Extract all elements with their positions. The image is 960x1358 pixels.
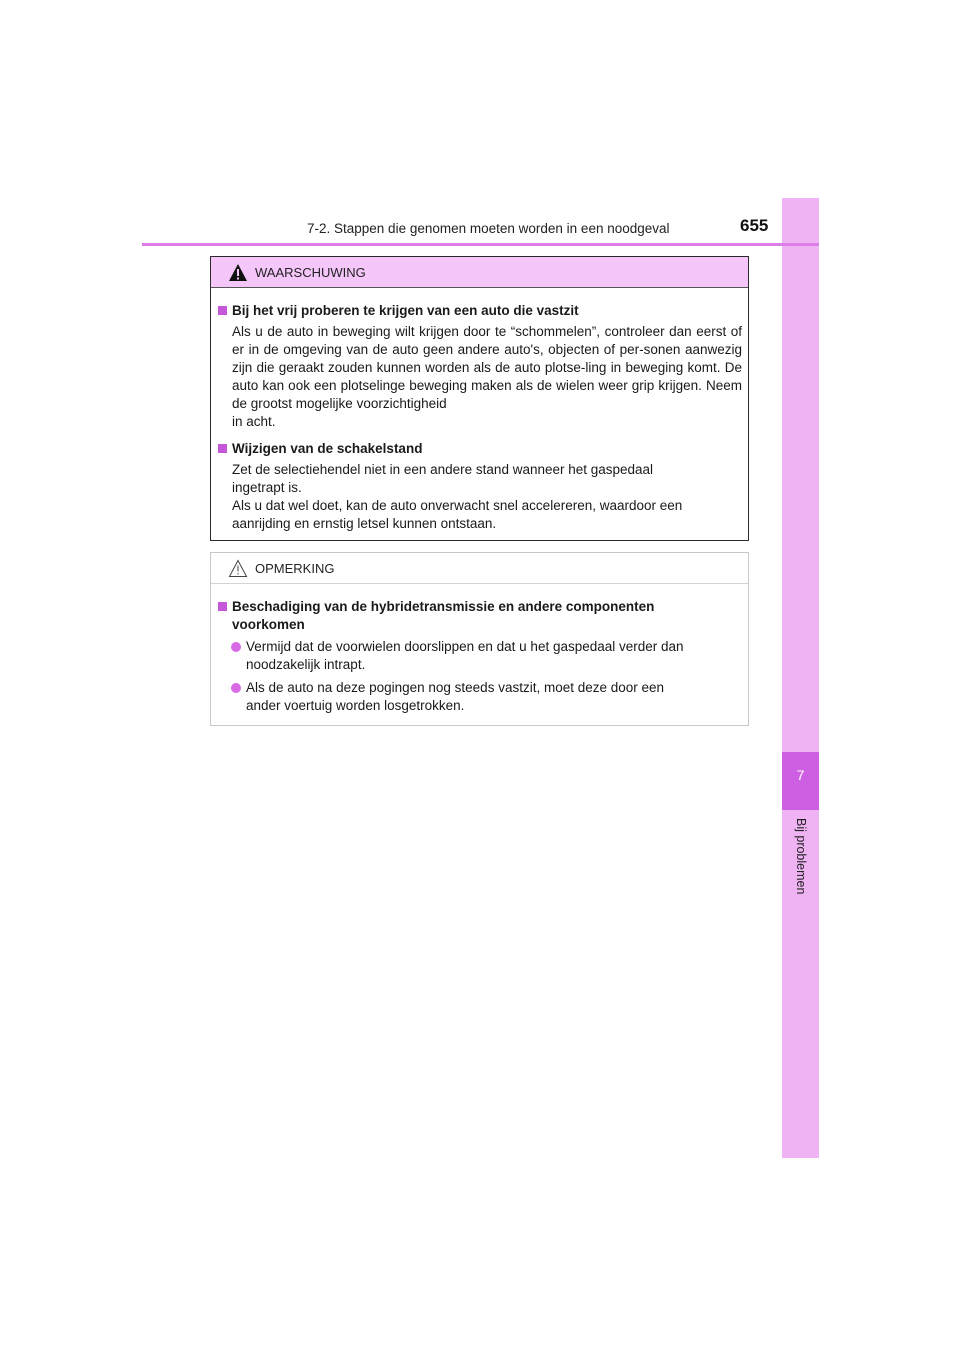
notice-bullet-1: Vermijd dat de voorwielen doorslippen en dat u het gaspedaal verder dan	[218, 638, 742, 656]
warning-heading-1: Bij het vrij proberen te krijgen van een auto die vastzit	[218, 302, 742, 320]
notice-header	[211, 553, 748, 584]
round-bullet-icon	[231, 642, 241, 652]
chapter-side-tab	[782, 198, 819, 1158]
notice-heading-end: voorkomen	[232, 617, 305, 632]
warning-text-3-end: aanrijding en ernstig letsel kunnen ontstaan.	[232, 516, 497, 531]
page-number: 655	[740, 216, 769, 235]
warning-label: WAARSCHUWING	[255, 265, 366, 280]
warning-header	[211, 257, 748, 288]
warning-text-2-end: ingetrapt is.	[232, 480, 302, 495]
warning-heading-2: Wijzigen van de schakelstand	[218, 440, 742, 458]
notice-heading: Beschadiging van de hybridetransmissie en andere componenten	[218, 598, 742, 616]
notice-bullet-2-end: ander voertuig worden losgetrokken.	[246, 698, 465, 713]
warning-text-1: Als u de auto in beweging wilt krijgen door te “schommelen”, controleer dan eerst of er in de omgeving van de auto geen andere auto's, objecten of per-sonen aanwezig zijn die geraakt zouden kunnen worden als de auto plotse-ling in beweging komt. De auto kan ook een plotselinge beweging maken als de wielen weer grip krijgen. Neem de grootst mogelijke voorzichtigheid	[232, 324, 742, 411]
square-bullet-icon	[218, 306, 227, 315]
square-bullet-icon	[218, 602, 227, 611]
chapter-number: 7	[796, 767, 805, 783]
section-title: 7-2. Stappen die genomen moeten worden in een noodgeval	[307, 221, 670, 236]
square-bullet-icon	[218, 444, 227, 453]
warning-triangle-icon	[228, 263, 248, 282]
notice-bullet-2: Als de auto na deze pogingen nog steeds vastzit, moet deze door een	[218, 679, 742, 697]
round-bullet-icon	[231, 683, 241, 693]
notice-box	[210, 552, 749, 726]
header-divider	[142, 243, 819, 246]
notice-label: OPMERKING	[255, 561, 335, 576]
warning-box	[210, 256, 749, 541]
warning-text-1-end: in acht.	[232, 414, 276, 429]
caution-triangle-outline-icon	[228, 559, 248, 578]
notice-bullet-1-end: noodzakelijk intrapt.	[246, 657, 366, 672]
warning-text-2: Zet de selectiehendel niet in een andere stand wanneer het gaspedaal	[232, 462, 654, 477]
chapter-label: Bij problemen	[794, 818, 808, 895]
warning-text-3: Als u dat wel doet, kan de auto onverwacht snel accelereren, waardoor een	[232, 498, 683, 513]
